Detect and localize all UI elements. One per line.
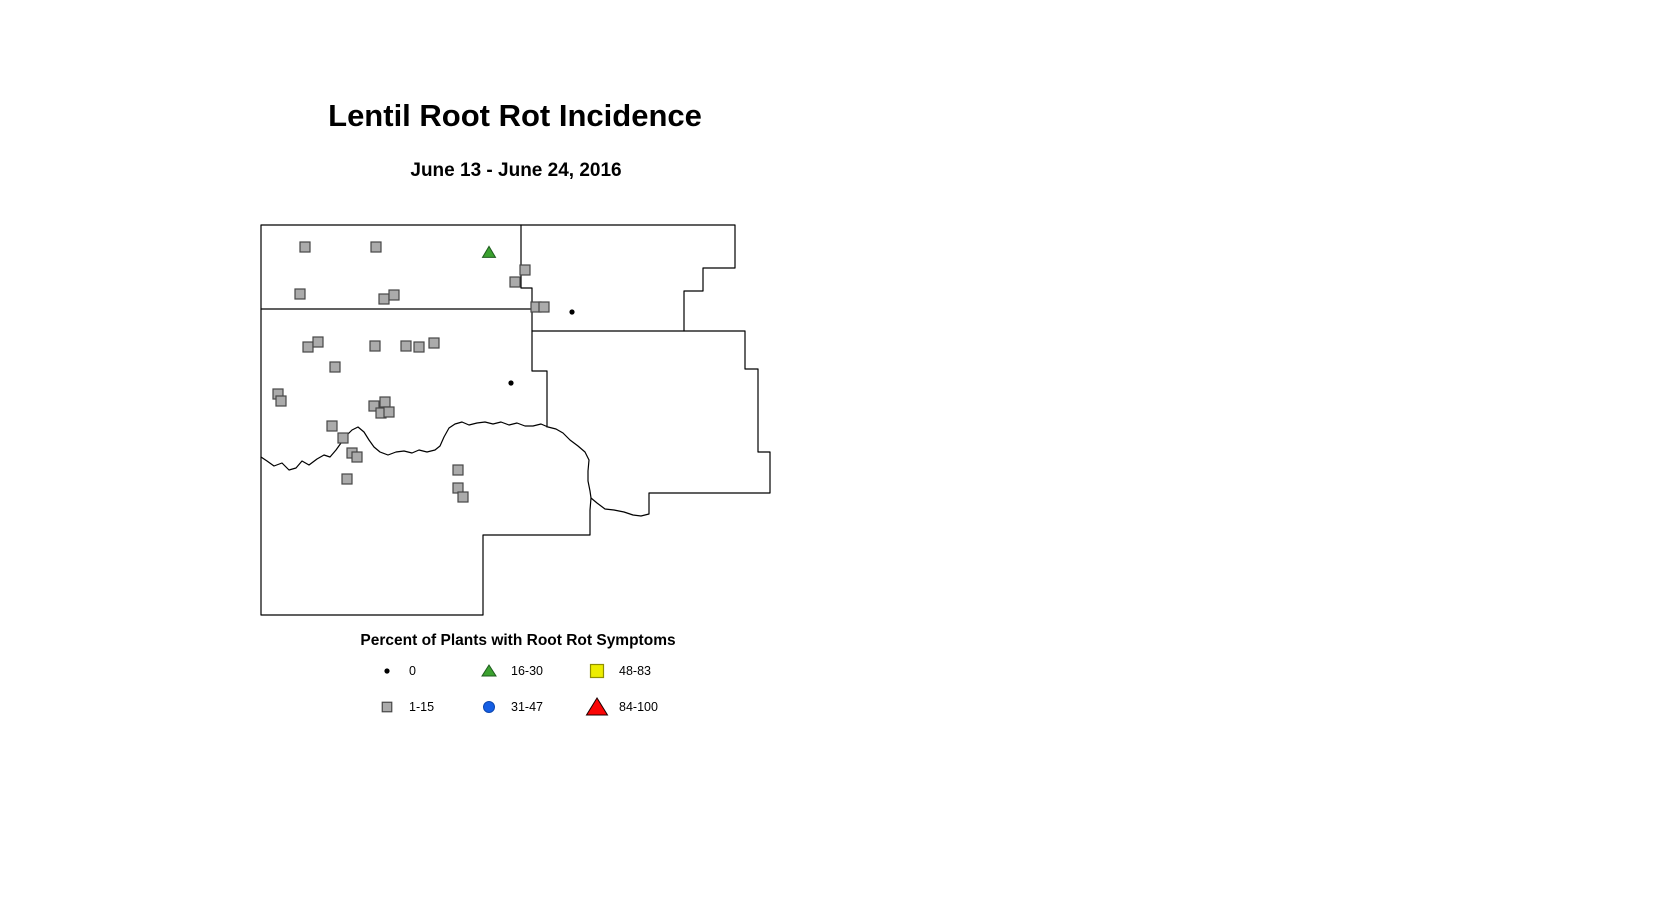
- red-triangle-icon: [583, 696, 611, 718]
- map-point-square-1-15: [342, 474, 352, 484]
- map-point-square-1-15: [414, 342, 424, 352]
- map-point-square-1-15: [338, 433, 348, 443]
- legend-title: Percent of Plants with Root Rot Symptoms: [360, 632, 676, 649]
- page-title: Lentil Root Rot Incidence: [328, 98, 702, 133]
- map-point-square-1-15: [389, 290, 399, 300]
- legend-item-31-47: [475, 696, 543, 718]
- map-point-square-1-15: [539, 302, 549, 312]
- legend-item-1-15: [373, 696, 434, 718]
- map-point-square-1-15: [295, 289, 305, 299]
- blue-circle-icon-shape: [484, 702, 495, 713]
- legend-label: 84-100: [619, 700, 658, 714]
- map-point-square-1-15: [429, 338, 439, 348]
- red-triangle-icon-shape: [587, 698, 608, 715]
- black-dot-icon-shape: [384, 668, 389, 673]
- yellow-square-icon: [583, 660, 611, 682]
- legend-label: 0: [409, 664, 416, 678]
- map-point-square-1-15: [458, 492, 468, 502]
- map-points: [273, 242, 575, 502]
- legend-item-84-100: [583, 696, 658, 718]
- blue-circle-icon: [475, 696, 503, 718]
- map-point-square-1-15: [300, 242, 310, 252]
- page-subtitle: June 13 - June 24, 2016: [410, 160, 622, 181]
- map-point-square-1-15: [401, 341, 411, 351]
- map-point-square-1-15: [352, 452, 362, 462]
- map-point-square-1-15: [330, 362, 340, 372]
- map-point-square-1-15: [384, 407, 394, 417]
- legend-item-16-30: [475, 660, 543, 682]
- yellow-square-icon-shape: [591, 665, 604, 678]
- map-point-square-1-15: [276, 396, 286, 406]
- legend-label: 1-15: [409, 700, 435, 714]
- map-point-square-1-15: [510, 277, 520, 287]
- map-point-dot-0: [569, 309, 574, 314]
- map-point-square-1-15: [327, 421, 337, 431]
- gray-square-icon: [373, 696, 401, 718]
- map-point-triangle-16-30: [483, 246, 496, 257]
- black-dot-icon: [373, 660, 401, 682]
- map-point-square-1-15: [303, 342, 313, 352]
- gray-square-icon-shape: [382, 702, 392, 712]
- green-triangle-icon: [475, 660, 503, 682]
- county-line-northeast: [521, 225, 532, 331]
- map-point-square-1-15: [379, 294, 389, 304]
- river-boundary: [261, 422, 591, 498]
- map-point-square-1-15: [370, 341, 380, 351]
- county-line-east-west-border: [532, 331, 547, 427]
- legend-label: 48-83: [619, 664, 651, 678]
- green-triangle-icon-shape: [482, 665, 496, 676]
- map-point-square-1-15: [313, 337, 323, 347]
- map-point-dot-0: [508, 380, 513, 385]
- legend-label: 31-47: [511, 700, 543, 714]
- legend-item-0: [373, 660, 416, 682]
- map-point-square-1-15: [371, 242, 381, 252]
- legend-item-48-83: [583, 660, 651, 682]
- map-point-square-1-15: [520, 265, 530, 275]
- map-point-square-1-15: [380, 397, 390, 407]
- legend-label: 16-30: [511, 664, 543, 678]
- map-point-square-1-15: [453, 465, 463, 475]
